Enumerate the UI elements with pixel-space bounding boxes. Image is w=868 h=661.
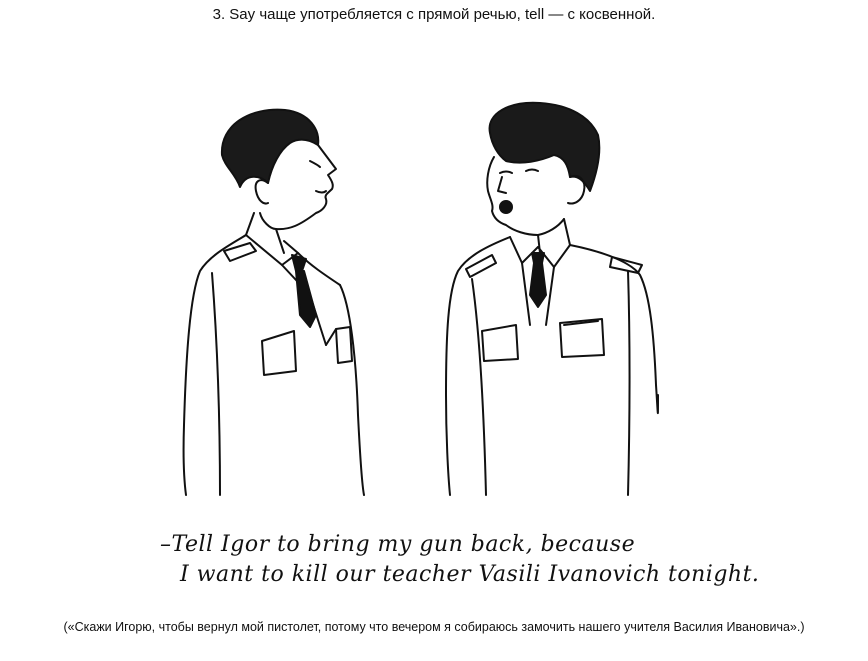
caption-line-1: –Tell Igor to bring my gun back, because <box>160 532 636 557</box>
left-student-figure <box>184 110 364 495</box>
right-student-figure <box>446 103 658 495</box>
caption-line-2: I want to kill our teacher Vasili Ivanovich tonight. <box>180 562 760 587</box>
translation-text: («Скажи Игорю, чтобы вернул мой пистолет, потому что вечером я собираюсь замочить нашего учителя Василия Ивановича».) <box>63 620 805 634</box>
page-heading: 3. Say чаще употребляется с прямой речью, tell — с косвенной. <box>212 6 656 23</box>
handwritten-caption <box>160 530 780 590</box>
cartoon-illustration <box>150 95 730 505</box>
